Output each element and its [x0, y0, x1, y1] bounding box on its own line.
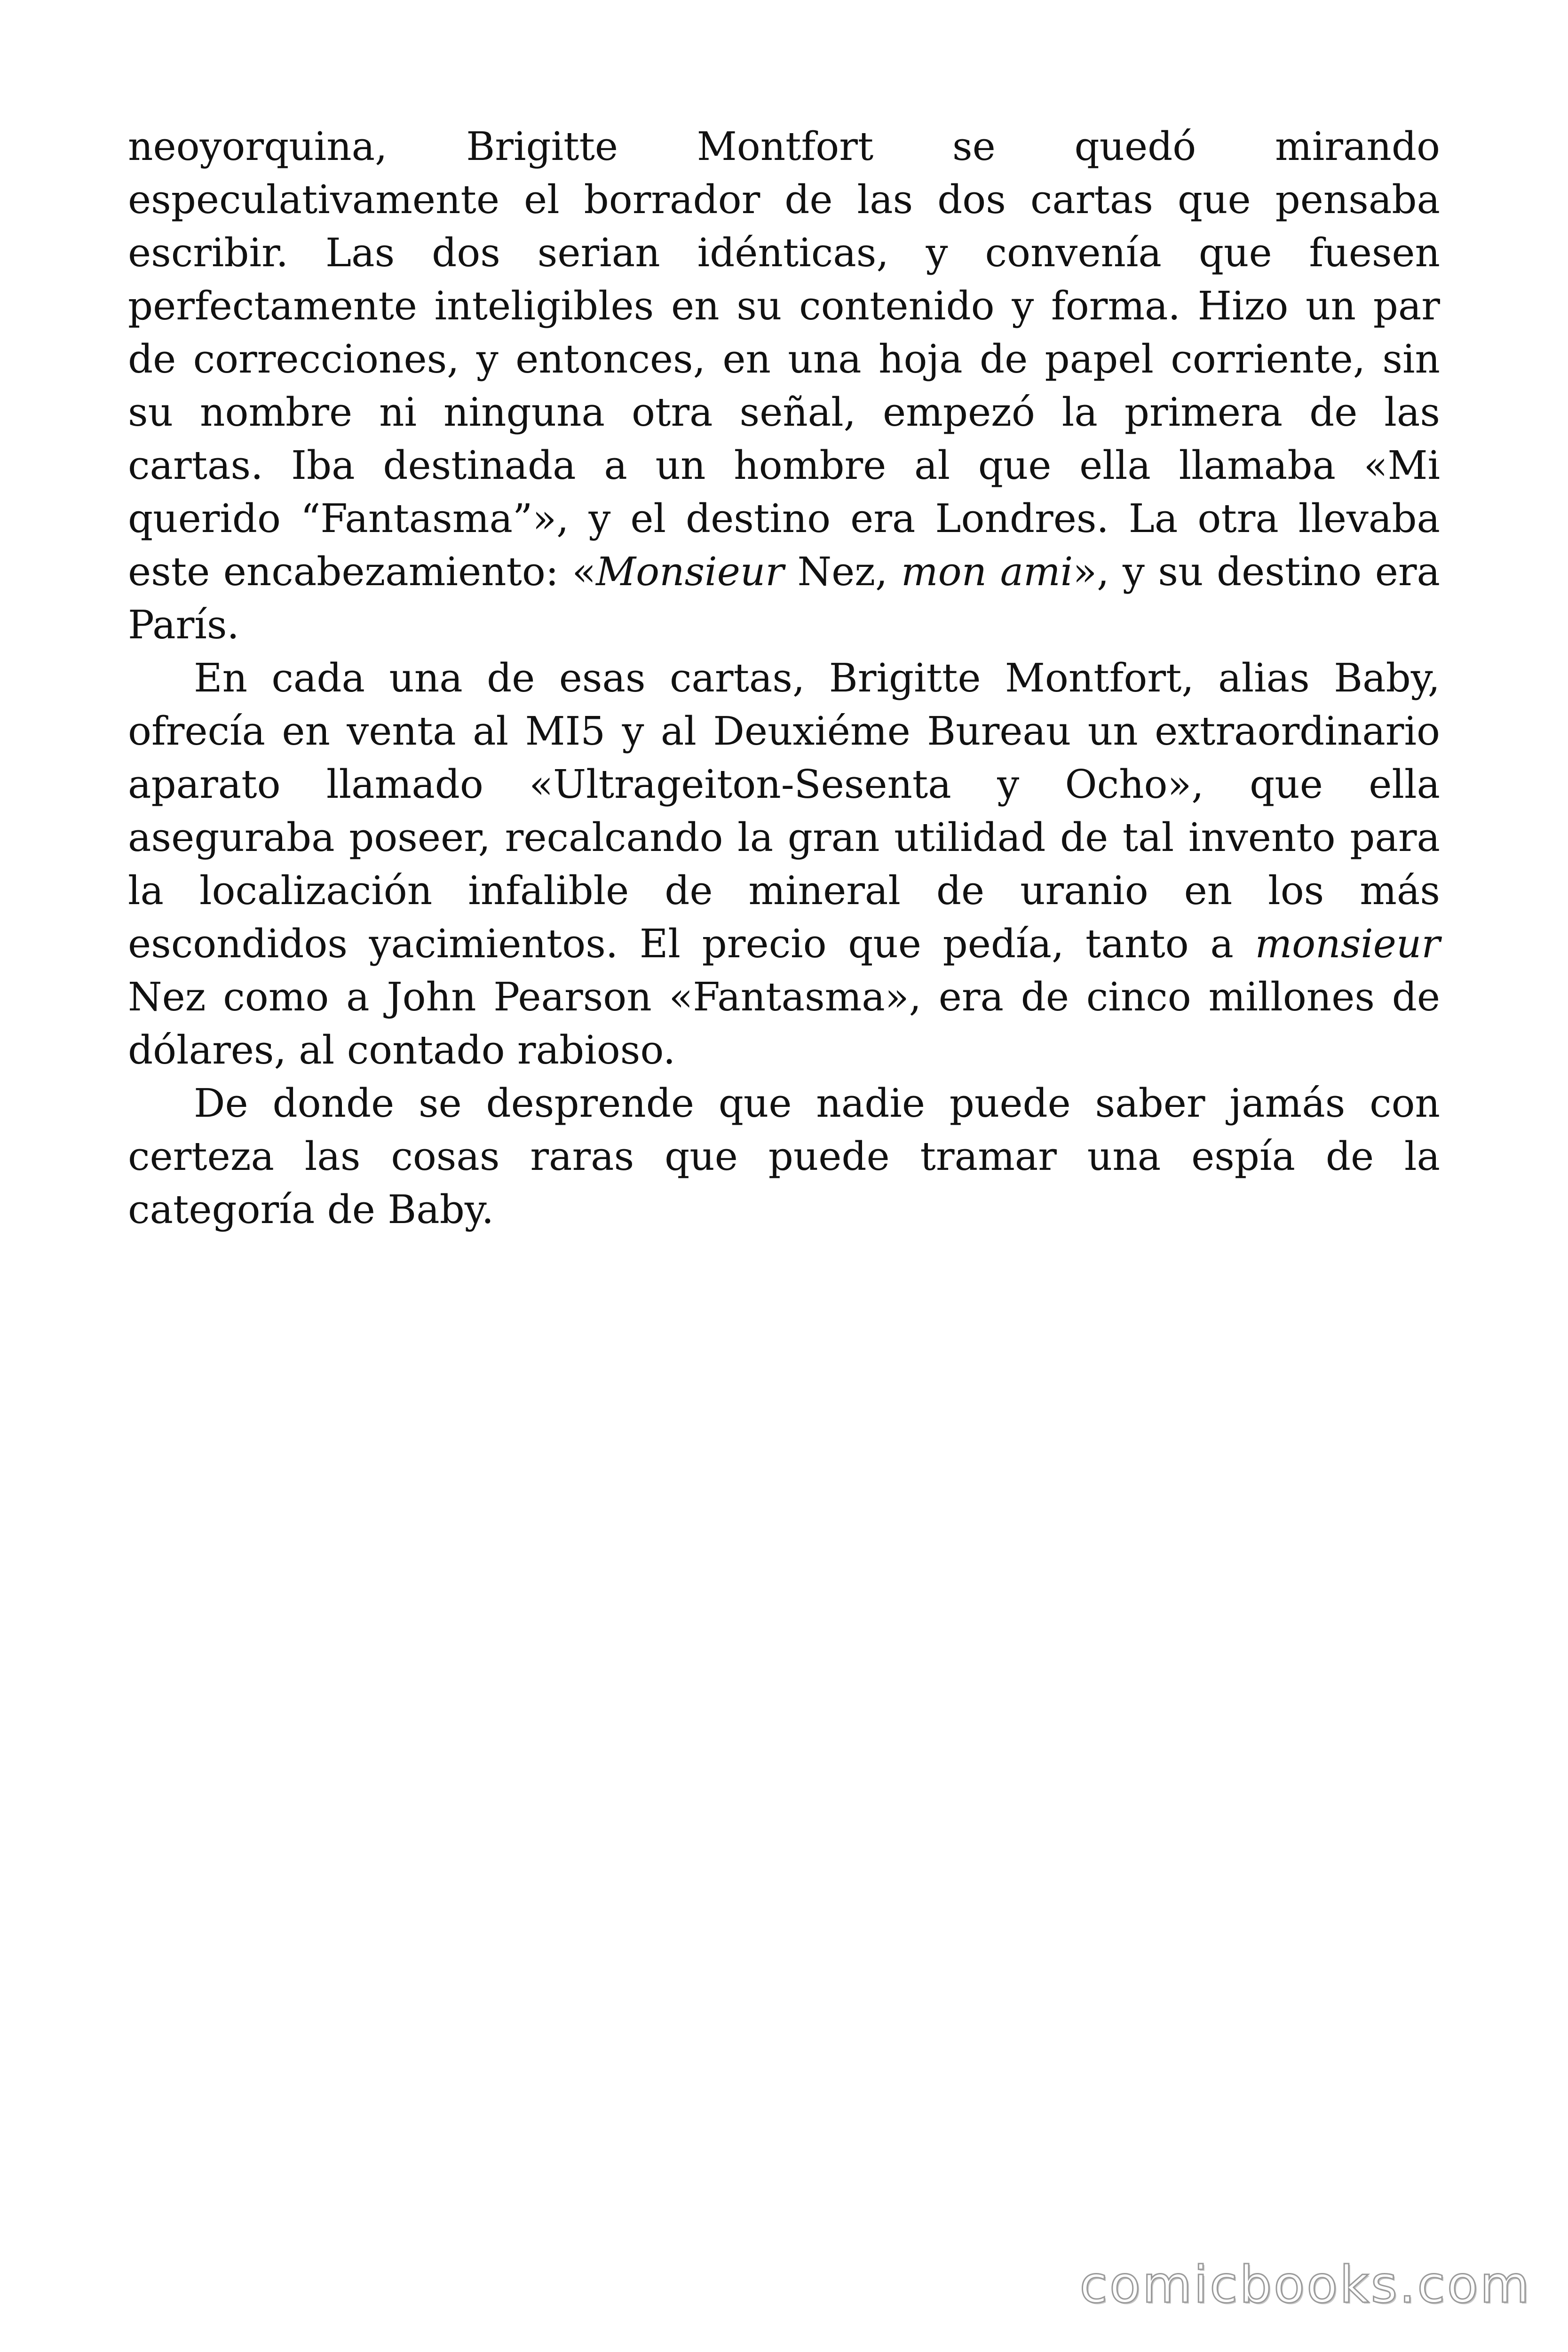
paragraph-1: [128, 120, 1440, 652]
paragraph-2-text: En cada una de esas cartas, Brigitte Montfort, alias Baby, ofrecía en venta al MI5 y al Deuxiéme Bureau un extraordinario aparato llamado «Ultrageiton-Sesenta y Ocho», que ella aseguraba poseer, recalcando la gran utilidad de tal invento para la localización infalible de mineral de uranio en los más escondidos yacimientos. El precio que pedía, tanto a: [128, 655, 1440, 967]
paragraph-3: [128, 1077, 1440, 1236]
paragraph-2-text-end: Nez como a John Pearson «Fantasma», era de cinco millones de dólares, al contado rabioso.: [128, 974, 1440, 1073]
paragraph-1-text-end: », y su destino era París.: [128, 549, 1441, 648]
paragraph-1-italic-mon-ami: mon ami: [901, 549, 1073, 595]
paragraph-3-text: De donde se desprende que nadie puede saber jamás con certeza las cosas raras que puede tramar una espía de la categoría de Baby.: [128, 1081, 1440, 1232]
paragraph-2-italic-monsieur: monsieur: [1255, 921, 1440, 967]
watermark-logo: comicbooks.com: [1079, 2256, 1531, 2314]
body-text: [128, 120, 1440, 1236]
paragraph-1-italic-monsieur: Monsieur: [596, 549, 784, 595]
paragraph-2: [128, 652, 1440, 1077]
paragraph-1-text-nez: Nez,: [784, 549, 901, 595]
paragraph-1-text: neoyorquina, Brigitte Montfort se quedó mirando especulativamente el borrador de las dos cartas que pensaba escribir. Las dos serian idénticas, y convenía que fuesen perfectamente inteligibles en su contenido y forma. Hizo un par de correcciones, y entonces, en una hoja de papel corriente, sin su nombre ni ninguna otra señal, empezó la primera de las cartas. Iba destinada a un hombre al que ella llamaba «Mi querido “Fantasma”», y el destino era Londres. La otra llevaba este encabezamiento: «: [128, 124, 1440, 595]
